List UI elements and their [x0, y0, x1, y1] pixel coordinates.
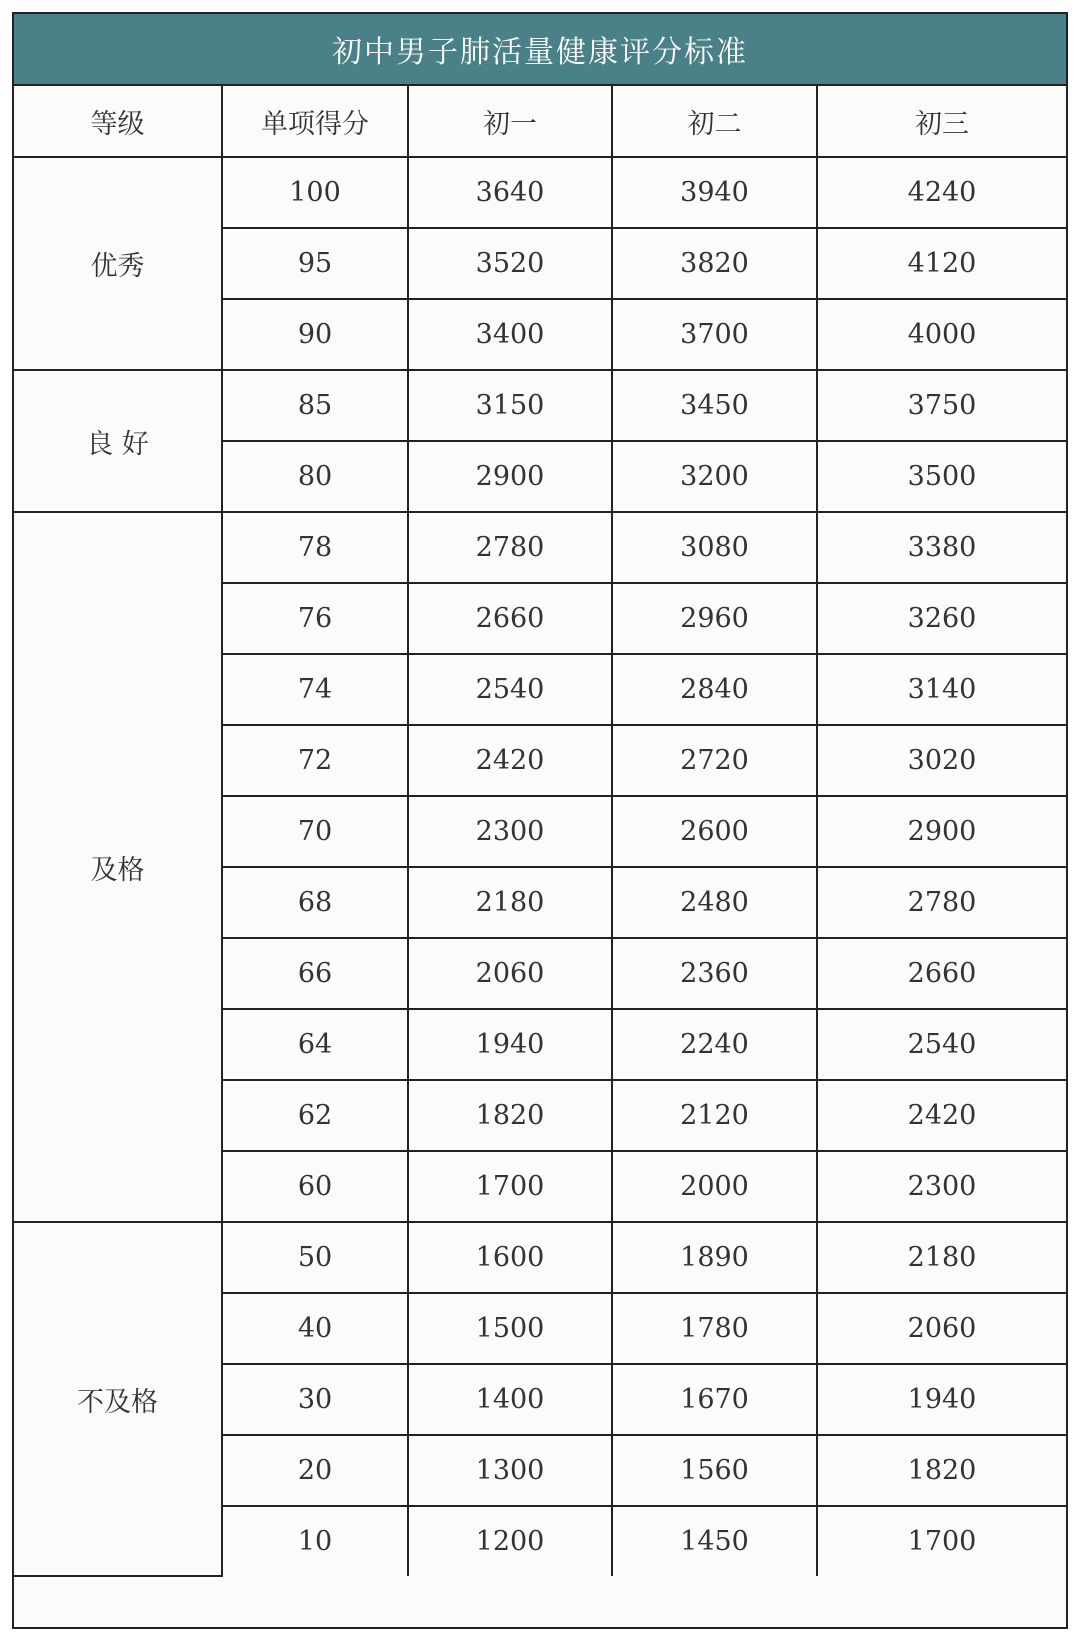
grade-2-value: 2000: [612, 1151, 817, 1222]
grade-1-value: 3640: [408, 157, 612, 228]
score-cell: 74: [222, 654, 408, 725]
score-cell: 100: [222, 157, 408, 228]
grade-3-value: 3750: [817, 370, 1066, 441]
table-row: [14, 1222, 1066, 1293]
grade-1-value: 2180: [408, 867, 612, 938]
score-cell: 10: [222, 1506, 408, 1576]
level-cell: 不及格: [14, 1222, 222, 1576]
grade-1-value: 1500: [408, 1293, 612, 1364]
header-row: [14, 86, 1066, 157]
grade-1-value: 1400: [408, 1364, 612, 1435]
grade-2-value: 1450: [612, 1506, 817, 1576]
grade-2-value: 3940: [612, 157, 817, 228]
score-table: [14, 86, 1066, 1577]
score-cell: 66: [222, 938, 408, 1009]
grade-3-value: 3500: [817, 441, 1066, 512]
grade-3-value: 1700: [817, 1506, 1066, 1576]
score-cell: 62: [222, 1080, 408, 1151]
grade-3-value: 2300: [817, 1151, 1066, 1222]
level-cell: 及格: [14, 512, 222, 1222]
score-cell: 72: [222, 725, 408, 796]
grade-2-value: 3080: [612, 512, 817, 583]
grade-2-value: 2720: [612, 725, 817, 796]
grade-3-value: 2420: [817, 1080, 1066, 1151]
header-grade-1: 初一: [408, 86, 612, 157]
grade-1-value: 2780: [408, 512, 612, 583]
score-cell: 60: [222, 1151, 408, 1222]
grade-3-value: 2660: [817, 938, 1066, 1009]
grade-2-value: 2120: [612, 1080, 817, 1151]
grade-1-value: 1200: [408, 1506, 612, 1576]
score-cell: 40: [222, 1293, 408, 1364]
grade-2-value: 2600: [612, 796, 817, 867]
grade-3-value: 1940: [817, 1364, 1066, 1435]
grade-2-value: 1780: [612, 1293, 817, 1364]
score-cell: 90: [222, 299, 408, 370]
grade-1-value: 2420: [408, 725, 612, 796]
grade-3-value: 1820: [817, 1435, 1066, 1506]
score-cell: 30: [222, 1364, 408, 1435]
grade-3-value: 4000: [817, 299, 1066, 370]
grade-3-value: 2900: [817, 796, 1066, 867]
grade-3-value: 3020: [817, 725, 1066, 796]
grade-1-value: 3400: [408, 299, 612, 370]
score-cell: 64: [222, 1009, 408, 1080]
score-cell: 76: [222, 583, 408, 654]
grade-3-value: 3260: [817, 583, 1066, 654]
table-body: [14, 157, 1066, 1576]
score-cell: 50: [222, 1222, 408, 1293]
grade-1-value: 3520: [408, 228, 612, 299]
table-row: [14, 370, 1066, 441]
grade-2-value: 1560: [612, 1435, 817, 1506]
grade-2-value: 3700: [612, 299, 817, 370]
grade-3-value: 2180: [817, 1222, 1066, 1293]
score-cell: 68: [222, 867, 408, 938]
table-title: 初中男子肺活量健康评分标准: [14, 14, 1066, 86]
grade-2-value: 3820: [612, 228, 817, 299]
score-cell: 20: [222, 1435, 408, 1506]
score-cell: 80: [222, 441, 408, 512]
grade-1-value: 2540: [408, 654, 612, 725]
grade-1-value: 1300: [408, 1435, 612, 1506]
grade-1-value: 2300: [408, 796, 612, 867]
header-score: 单项得分: [222, 86, 408, 157]
grade-1-value: 1700: [408, 1151, 612, 1222]
grade-3-value: 2780: [817, 867, 1066, 938]
score-table-sheet: [12, 12, 1068, 1629]
grade-1-value: 1820: [408, 1080, 612, 1151]
grade-2-value: 3450: [612, 370, 817, 441]
score-cell: 78: [222, 512, 408, 583]
grade-2-value: 2480: [612, 867, 817, 938]
grade-2-value: 2240: [612, 1009, 817, 1080]
grade-2-value: 2840: [612, 654, 817, 725]
score-cell: 95: [222, 228, 408, 299]
table-row: [14, 512, 1066, 583]
grade-1-value: 2660: [408, 583, 612, 654]
score-cell: 85: [222, 370, 408, 441]
grade-3-value: 3380: [817, 512, 1066, 583]
grade-2-value: 2360: [612, 938, 817, 1009]
grade-1-value: 2060: [408, 938, 612, 1009]
grade-1-value: 2900: [408, 441, 612, 512]
level-cell: 良 好: [14, 370, 222, 512]
score-cell: 70: [222, 796, 408, 867]
table-row: [14, 157, 1066, 228]
header-grade-3: 初三: [817, 86, 1066, 157]
grade-3-value: 2060: [817, 1293, 1066, 1364]
grade-1-value: 1940: [408, 1009, 612, 1080]
grade-3-value: 4240: [817, 157, 1066, 228]
grade-3-value: 2540: [817, 1009, 1066, 1080]
grade-2-value: 2960: [612, 583, 817, 654]
grade-2-value: 3200: [612, 441, 817, 512]
grade-1-value: 1600: [408, 1222, 612, 1293]
grade-3-value: 4120: [817, 228, 1066, 299]
grade-2-value: 1890: [612, 1222, 817, 1293]
level-cell: 优秀: [14, 157, 222, 370]
grade-3-value: 3140: [817, 654, 1066, 725]
header-level: 等级: [14, 86, 222, 157]
header-grade-2: 初二: [612, 86, 817, 157]
grade-2-value: 1670: [612, 1364, 817, 1435]
grade-1-value: 3150: [408, 370, 612, 441]
